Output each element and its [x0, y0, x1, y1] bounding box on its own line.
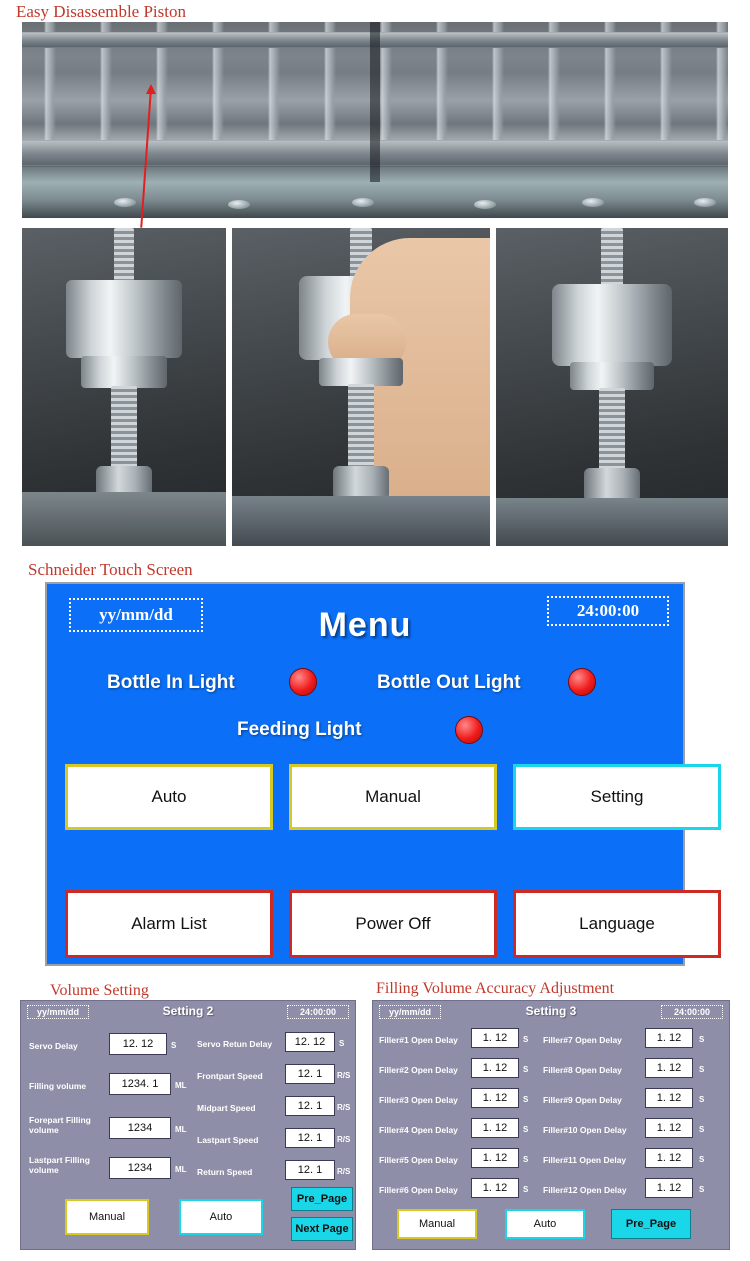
lastpart-speed-unit: R/S [337, 1135, 351, 1144]
forepart-filling-volume-unit: ML [175, 1125, 187, 1134]
midpart-speed-label: Midpart Speed [197, 1103, 256, 1113]
return-speed-unit: R/S [337, 1167, 351, 1176]
filler2-field[interactable]: 1. 12 [471, 1058, 519, 1078]
auto-button[interactable]: Auto [65, 764, 273, 830]
filler9-unit: S [699, 1095, 705, 1104]
filler8-field[interactable]: 1. 12 [645, 1058, 693, 1078]
filler12-field[interactable]: 1. 12 [645, 1178, 693, 1198]
filler1-field[interactable]: 1. 12 [471, 1028, 519, 1048]
manual-button[interactable]: Manual [289, 764, 497, 830]
filler3-unit: S [523, 1095, 529, 1104]
page-title: Menu [318, 606, 412, 644]
filler12-label: Filler#12 Open Delay [543, 1185, 627, 1195]
machine-photo [22, 22, 728, 218]
servo-delay-field[interactable]: 12. 12 [109, 1033, 167, 1055]
servo-delay-label: Servo Delay [29, 1041, 78, 1051]
filler10-field[interactable]: 1. 12 [645, 1118, 693, 1138]
feeding-light-indicator [455, 716, 483, 744]
filling-volume-label: Filling volume [29, 1081, 87, 1091]
return-speed-label: Return Speed [197, 1167, 253, 1177]
date-display: yy/mm/dd [69, 598, 203, 632]
setting2-title: Setting 2 [162, 1004, 214, 1018]
midpart-speed-unit: R/S [337, 1103, 351, 1112]
filler9-label: Filler#9 Open Delay [543, 1095, 622, 1105]
filler5-unit: S [523, 1155, 529, 1164]
filler1-unit: S [523, 1035, 529, 1044]
lastpart-filling-volume-label: Lastpart Filling volume [29, 1155, 90, 1175]
filler11-field[interactable]: 1. 12 [645, 1148, 693, 1168]
filler3-field[interactable]: 1. 12 [471, 1088, 519, 1108]
piston-photo-2 [232, 228, 490, 546]
filler7-field[interactable]: 1. 12 [645, 1028, 693, 1048]
filler8-label: Filler#8 Open Delay [543, 1065, 622, 1075]
lastpart-filling-volume-field[interactable]: 1234 [109, 1157, 171, 1179]
piston-photo-3 [496, 228, 728, 546]
filler10-label: Filler#10 Open Delay [543, 1125, 627, 1135]
setting2-screen [20, 1000, 356, 1250]
setting2-time: 24:00:00 [287, 1005, 349, 1019]
forepart-filling-volume-label: Forepart Filling volume [29, 1115, 91, 1135]
heading-volume-setting: Volume Setting [50, 982, 149, 999]
filler9-field[interactable]: 1. 12 [645, 1088, 693, 1108]
setting2-date: yy/mm/dd [27, 1005, 89, 1019]
lastpart-speed-field[interactable]: 12. 1 [285, 1128, 335, 1148]
setting2-next-page-button[interactable]: Next Page [291, 1217, 353, 1241]
filler2-label: Filler#2 Open Delay [379, 1065, 458, 1075]
filler4-unit: S [523, 1125, 529, 1134]
setting3-pre-page-button[interactable]: Pre_Page [611, 1209, 691, 1239]
setting3-screen [372, 1000, 730, 1250]
lastpart-filling-volume-unit: ML [175, 1165, 187, 1174]
setting3-title: Setting 3 [525, 1004, 577, 1018]
filler6-unit: S [523, 1185, 529, 1194]
filler6-label: Filler#6 Open Delay [379, 1185, 458, 1195]
setting-button[interactable]: Setting [513, 764, 721, 830]
power-off-button[interactable]: Power Off [289, 890, 497, 958]
return-speed-field[interactable]: 12. 1 [285, 1160, 335, 1180]
bottle-out-light-indicator [568, 668, 596, 696]
filler11-unit: S [699, 1155, 705, 1164]
language-button[interactable]: Language [513, 890, 721, 958]
bottle-in-light-label: Bottle In Light [107, 672, 235, 693]
frontpart-speed-label: Frontpart Speed [197, 1071, 263, 1081]
filler12-unit: S [699, 1185, 705, 1194]
filler2-unit: S [523, 1065, 529, 1074]
filler5-field[interactable]: 1. 12 [471, 1148, 519, 1168]
filler8-unit: S [699, 1065, 705, 1074]
setting2-pre-page-button[interactable]: Pre_Page [291, 1187, 353, 1211]
piston-photo-1 [22, 228, 226, 546]
heading-filling-accuracy: Filling Volume Accuracy Adjustment [376, 980, 615, 997]
servo-return-delay-unit: S [339, 1039, 345, 1048]
filler10-unit: S [699, 1125, 705, 1134]
heading-schneider-touch-screen: Schneider Touch Screen [28, 560, 193, 579]
bottle-out-light-label: Bottle Out Light [377, 672, 521, 693]
setting3-date: yy/mm/dd [379, 1005, 441, 1019]
filler7-unit: S [699, 1035, 705, 1044]
setting2-manual-button[interactable]: Manual [65, 1199, 149, 1235]
heading-easy-disassemble-piston: Easy Disassemble Piston [16, 2, 186, 21]
setting3-auto-button[interactable]: Auto [505, 1209, 585, 1239]
filler3-label: Filler#3 Open Delay [379, 1095, 458, 1105]
time-display: 24:00:00 [547, 596, 669, 626]
frontpart-speed-unit: R/S [337, 1071, 351, 1080]
setting3-manual-button[interactable]: Manual [397, 1209, 477, 1239]
feeding-light-label: Feeding Light [237, 719, 362, 740]
servo-return-delay-field[interactable]: 12. 12 [285, 1032, 335, 1052]
filler7-label: Filler#7 Open Delay [543, 1035, 622, 1045]
frontpart-speed-field[interactable]: 12. 1 [285, 1064, 335, 1084]
filler6-field[interactable]: 1. 12 [471, 1178, 519, 1198]
setting2-auto-button[interactable]: Auto [179, 1199, 263, 1235]
hmi-menu-screen [45, 582, 685, 966]
callout-arrow-head [146, 84, 156, 94]
alarm-list-button[interactable]: Alarm List [65, 890, 273, 958]
filler1-label: Filler#1 Open Delay [379, 1035, 458, 1045]
servo-return-delay-label: Servo Retun Delay [197, 1039, 273, 1049]
filling-volume-field[interactable]: 1234. 1 [109, 1073, 171, 1095]
forepart-filling-volume-field[interactable]: 1234 [109, 1117, 171, 1139]
filler4-field[interactable]: 1. 12 [471, 1118, 519, 1138]
filler11-label: Filler#11 Open Delay [543, 1155, 627, 1165]
servo-delay-unit: S [171, 1041, 177, 1050]
filler5-label: Filler#5 Open Delay [379, 1155, 458, 1165]
midpart-speed-field[interactable]: 12. 1 [285, 1096, 335, 1116]
filler4-label: Filler#4 Open Delay [379, 1125, 458, 1135]
setting3-time: 24:00:00 [661, 1005, 723, 1019]
filling-volume-unit: ML [175, 1081, 187, 1090]
lastpart-speed-label: Lastpart Speed [197, 1135, 259, 1145]
bottle-in-light-indicator [289, 668, 317, 696]
